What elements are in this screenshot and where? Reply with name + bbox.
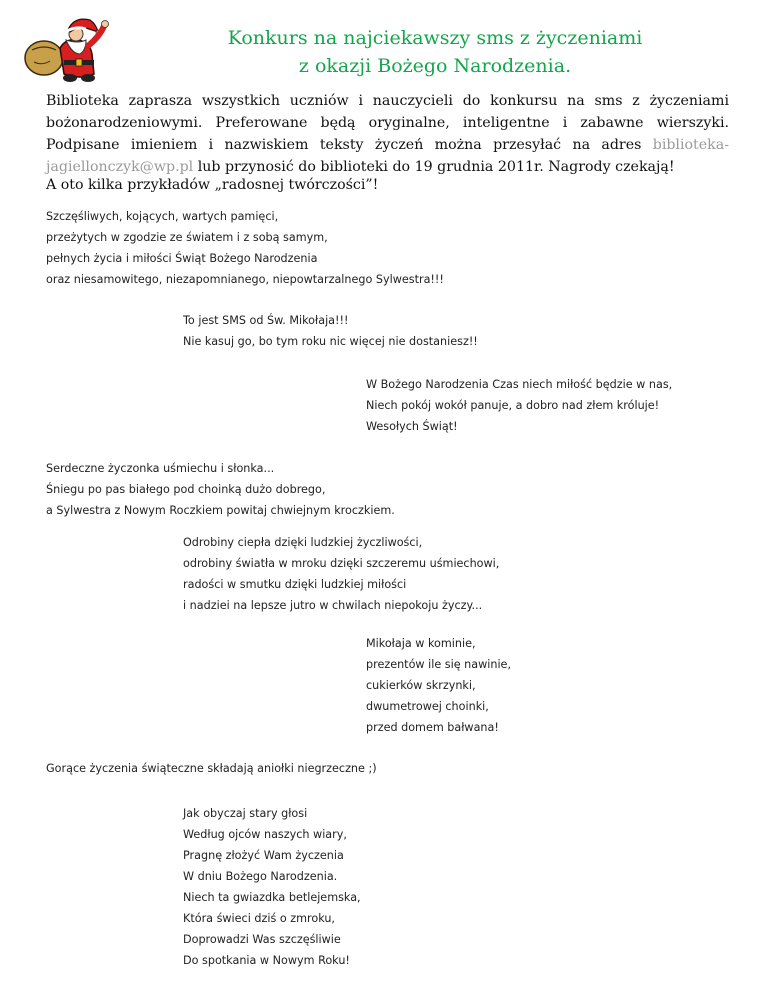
lead-sentence: A oto kilka przykładów „radosnej twórczości”! <box>46 177 379 193</box>
poem-line: przeżytych w zgodzie ze światem i z sobą samym, <box>46 231 328 244</box>
poem-line: pełnych życia i miłości Świąt Bożego Narodzenia <box>46 252 318 265</box>
poem-line: oraz niesamowitego, niezapomnianego, niepowtarzalnego Sylwestra!!! <box>46 273 444 286</box>
title-line-2: z okazji Bożego Narodzenia. <box>298 55 572 77</box>
poem-7 <box>46 758 377 779</box>
intro-paragraph <box>46 90 729 178</box>
poem-line: Nie kasuj go, bo tym roku nic więcej nie dostaniesz!! <box>183 335 478 348</box>
poem-line: To jest SMS od Św. Mikołaja!!! <box>183 314 349 327</box>
intro-text-end: lub przynosić do biblioteki do 19 grudnia 2011r. Nagrody czekają! <box>193 159 675 175</box>
poem-line: Szczęśliwych, kojących, wartych pamięci, <box>46 210 279 223</box>
poem-line: prezentów ile się nawinie, <box>366 658 511 671</box>
poem-line: odrobiny światła w mroku dzięki szczeremu uśmiechowi, <box>183 557 500 570</box>
poem-2 <box>183 310 478 352</box>
poem-line: Odrobiny ciepła dzięki ludzkiej życzliwości, <box>183 536 423 549</box>
santa-claus-clipart <box>20 14 116 84</box>
poem-8 <box>183 803 361 971</box>
intro-text: Biblioteka zaprasza wszystkich uczniów i nauczycieli do konkursu na sms z życzeniami bożonarodzeniowymi. Preferowane będą oryginalne, inteligentne i zabawne wierszyki. Podpisane imieniem i nazwiskiem teksty życzeń można przesyłać na adres <box>46 93 729 153</box>
poem-line: radości w smutku dzięki ludzkiej miłości <box>183 578 407 591</box>
poem-line: Pragnę złożyć Wam życzenia <box>183 849 344 862</box>
poem-3 <box>366 374 672 437</box>
poem-line: Według ojców naszych wiary, <box>183 828 347 841</box>
title-line-1: Konkurs na najciekawszy sms z życzeniami <box>227 27 643 49</box>
poem-line: Jak obyczaj stary głosi <box>183 807 308 820</box>
poem-line: W dniu Bożego Narodzenia. <box>183 870 338 883</box>
email-link[interactable]: biblioteka-jagiellonczyk@wp.pl <box>46 137 729 175</box>
poem-line: Niech pokój wokół panuje, a dobro nad złem króluje! <box>366 399 660 412</box>
poem-line: Mikołaja w kominie, <box>366 637 476 650</box>
poem-line: Wesołych Świąt! <box>366 420 458 433</box>
poem-5 <box>183 532 499 616</box>
poem-line: przed domem bałwana! <box>366 721 499 734</box>
poem-line: a Sylwestra z Nowym Roczkiem powitaj chwiejnym kroczkiem. <box>46 504 395 517</box>
page-title <box>150 24 720 80</box>
poem-line: Niech ta gwiazdka betlejemska, <box>183 891 361 904</box>
poem-line: W Bożego Narodzenia Czas niech miłość będzie w nas, <box>366 378 673 391</box>
poem-line: Śniegu po pas białego pod choinką dużo dobrego, <box>46 483 326 496</box>
poem-line: Która świeci dziś o zmroku, <box>183 912 335 925</box>
poem-4 <box>46 458 395 521</box>
poem-line: Gorące życzenia świąteczne składają aniołki niegrzeczne ;) <box>46 762 377 775</box>
poem-line: dwumetrowej choinki, <box>366 700 489 713</box>
poem-6 <box>366 633 511 738</box>
poem-line: cukierków skrzynki, <box>366 679 476 692</box>
poem-line: Doprowadzi Was szczęśliwie <box>183 933 341 946</box>
poem-line: i nadziei na lepsze jutro w chwilach niepokoju życzy... <box>183 599 483 612</box>
poem-line: Do spotkania w Nowym Roku! <box>183 954 350 967</box>
poem-1 <box>46 206 444 290</box>
poem-line: Serdeczne życzonka uśmiechu i słonka... <box>46 462 275 475</box>
